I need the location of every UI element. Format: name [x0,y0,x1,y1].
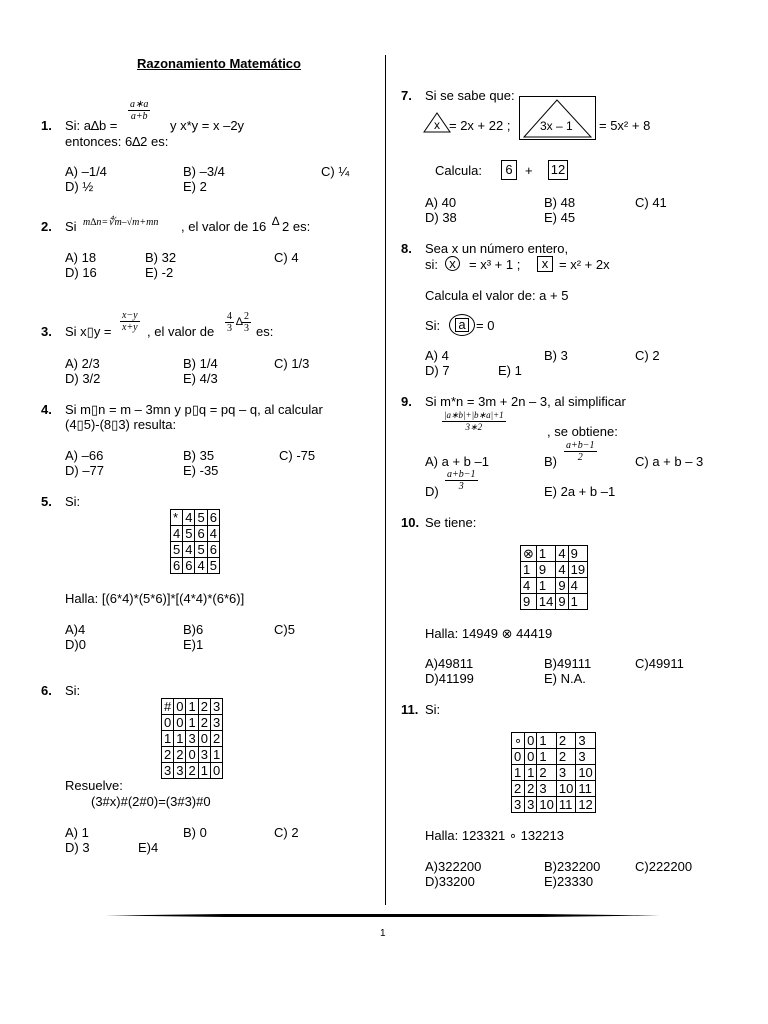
q11-cell: 1 [525,765,537,781]
q10-option-c: C)49911 [635,656,684,671]
q9-option-b-fraction [564,440,597,463]
q10-cell: 9 [568,546,587,562]
q3-frac-den: x+y [122,322,138,333]
q3-b-den: 3 [244,323,249,334]
q5-cell: 4 [171,526,183,542]
q11-cell: 3 [576,749,595,765]
q3-b-num: 2 [244,311,249,322]
q10-lead: Se tiene: [425,515,477,530]
q10-option-d: D)41199 [425,671,474,686]
q11-cell: 3 [525,797,537,813]
q2-lead: Si [65,219,77,234]
q6-cell: 2 [162,747,174,763]
q2-delta: ∆ [272,214,280,228]
q10-cell: 1 [521,562,537,578]
q9-number: 9. [401,394,412,409]
q5-lead: Si: [65,494,81,509]
q2-option-a: A) 18 [65,250,97,265]
q5-halla: Halla: [(6*4)*(5*6)]*[(4*4)*(6*6)] [65,591,245,606]
q6-cell: 3 [210,699,222,715]
q9-optb-den: 2 [577,452,583,463]
q10-cell: 9 [556,594,568,610]
q6-cell: 2 [210,731,222,747]
q8-equation-3: = 0 [476,318,495,333]
q10-cell: ⊗ [521,546,537,562]
q8-equation-1: = x³ + 1 ; [469,257,521,272]
q3-option-e: E) 4/3 [183,371,218,386]
q5-cell: 4 [195,558,207,574]
q2-option-b: B) 32 [145,250,177,265]
q1-option-c: C) ¼ [321,164,350,179]
q10-cell: 1 [536,578,555,594]
q4-option-b: B) 35 [183,448,215,463]
q8-option-c: C) 2 [635,348,660,363]
q3-number: 3. [41,324,52,339]
q11-cell: 2 [537,765,556,781]
q11-option-c: C)222200 [635,859,693,874]
q9-option-d-fraction [445,469,478,492]
q8-circled-x: x [445,256,460,271]
q9-line1: Si m*n = 3m + 2n – 3, al simplificar [425,394,626,409]
q6-cell: # [162,699,174,715]
q9-fraction [442,410,506,433]
q6-cell: 0 [186,747,198,763]
q5-cell: * [171,510,183,526]
q2-option-c: C) 4 [274,250,299,265]
q8-option-a: A) 4 [425,348,449,363]
q8-circled-box [449,314,475,336]
q3-option-a: A) 2/3 [65,356,100,371]
q7-box-12: 12 [548,160,568,180]
q6-cell: 0 [198,731,210,747]
q7-equation-1: = 2x + 22 ; [449,118,511,133]
q6-option-c: C) 2 [274,825,299,840]
q11-cell: 10 [556,781,575,797]
q9-option-d-label: D) [425,484,439,499]
q3-fraction-a [225,311,234,334]
q3-tail: es: [256,324,274,339]
q1-text-a: Si: a∆b = [65,118,118,133]
q5-option-e: E)1 [183,637,204,652]
q1-text-b: y x*y = x –2y [170,118,245,133]
q4-line2: (4▯5)-(8▯3) resulta: [65,417,177,432]
q7-plus: + [525,163,533,178]
q11-lead: Si: [425,702,441,717]
q6-cell: 1 [174,731,186,747]
q10-cell: 9 [521,594,537,610]
q11-cell: 12 [576,797,595,813]
q4-option-a: A) –66 [65,448,104,463]
q6-cell: 1 [198,763,210,779]
q3-a-den: 3 [227,323,232,334]
q1-option-d: D) ½ [65,179,94,194]
footer-rule [105,913,660,917]
q6-cell: 0 [210,763,222,779]
q6-cell: 1 [186,715,198,731]
q4-option-c: C) -75 [279,448,316,463]
q1-frac-num: a∗a [130,99,149,110]
q6-cell: 1 [210,747,222,763]
q10-option-b: B)49111 [544,656,592,671]
q10-halla: Halla: 14949 ⊗ 44419 [425,626,553,641]
q1-option-e: E) 2 [183,179,207,194]
q5-cell: 5 [183,526,195,542]
q1-text-c: entonces: 6∆2 es: [65,134,169,149]
q7-option-c: C) 41 [635,195,667,210]
q10-option-e: E) N.A. [544,671,586,686]
q10-cell: 9 [536,562,555,578]
q7-option-d: D) 38 [425,210,457,225]
q11-cell: 10 [537,797,556,813]
q3-fraction [120,310,140,333]
q5-option-b: B)6 [183,622,204,637]
q6-cell: 0 [174,715,186,731]
q10-cell: 4 [521,578,537,594]
q10-option-a: A)49811 [425,656,474,671]
q3-fraction-b [242,311,251,334]
q11-cell: 3 [537,781,556,797]
q8-calcula: Calcula el valor de: a + 5 [425,288,569,303]
q5-table [170,509,220,574]
q11-cell: 11 [556,797,575,813]
q6-cell: 3 [174,763,186,779]
q5-cell: 4 [207,526,219,542]
q6-cell: 0 [162,715,174,731]
q6-resuelve: Resuelve: [65,778,123,793]
q11-table [511,732,596,813]
q5-number: 5. [41,494,52,509]
q4-option-d: D) –77 [65,463,105,478]
q5-option-c: C)5 [274,622,295,637]
q4-option-e: E) -35 [183,463,219,478]
q5-cell: 6 [207,542,219,558]
q5-cell: 6 [207,510,219,526]
q7-triangle-text: 3x – 1 [540,119,573,133]
q5-cell: 6 [195,526,207,542]
q11-option-a: A)322200 [425,859,482,874]
q10-table [520,545,588,610]
q5-cell: 5 [171,542,183,558]
q6-cell: 1 [186,699,198,715]
q5-cell: 6 [183,558,195,574]
q8-option-b: B) 3 [544,348,568,363]
q4-number: 4. [41,402,52,417]
q3-option-b: B) 1/4 [183,356,218,371]
q6-option-a: A) 1 [65,825,89,840]
q9-option-e: E) 2a + b –1 [544,484,616,499]
q3-lead: Si x▯y = [65,324,112,339]
q10-cell: 1 [568,594,587,610]
q7-calcula: Calcula: [435,163,482,178]
q11-option-d: D)33200 [425,874,475,889]
q2-number: 2. [41,219,52,234]
q5-option-d: D)0 [65,637,86,652]
q7-equation-2: = 5x² + 8 [599,118,651,133]
q11-cell: 3 [512,797,525,813]
q6-table [161,698,223,779]
q8-option-d: D) 7 [425,363,450,378]
q8-equation-2: = x² + 2x [559,257,610,272]
q10-cell: 1 [536,546,555,562]
q6-cell: 2 [186,763,198,779]
q2-text: , el valor de 16 [181,219,267,234]
q9-option-c: C) a + b – 3 [635,454,704,469]
q7-option-a: A) 40 [425,195,457,210]
q2-option-d: D) 16 [65,265,97,280]
q11-cell: ∘ [512,733,525,749]
q6-number: 6. [41,683,52,698]
q8-number: 8. [401,241,412,256]
q1-frac-den: a+b [130,111,148,122]
q8-si: si: [425,257,438,272]
q3-frac-num: x−y [122,310,138,321]
q6-cell: 2 [198,699,210,715]
q6-expression: (3#x)#(2#0)=(3#3)#0 [91,794,211,809]
q9-optb-num: a+b−1 [566,440,595,451]
page-title: Razonamiento Matemático [137,56,301,71]
q2-tail: 2 es: [282,219,311,234]
q11-cell: 2 [556,749,575,765]
q1-option-a: A) –1/4 [65,164,107,179]
q11-cell: 0 [512,749,525,765]
q1-fraction [128,99,150,122]
q3-option-d: D) 3/2 [65,371,101,386]
q1-number: 1. [41,118,52,133]
q6-cell: 3 [210,715,222,731]
q9-option-b-label: B) [544,454,557,469]
q7-option-b: B) 48 [544,195,576,210]
q1-option-b: B) –3/4 [183,164,225,179]
q5-cell: 4 [183,542,195,558]
q5-option-a: A)4 [65,622,86,637]
q5-cell: 5 [207,558,219,574]
q7-number: 7. [401,88,412,103]
q11-number: 11. [401,702,419,717]
q6-cell: 3 [162,763,174,779]
q6-cell: 3 [198,747,210,763]
q7-lead: Si se sabe que: [425,88,515,103]
q11-option-e: E)23330 [544,874,594,889]
q9-optd-den: 3 [458,481,464,492]
q8-line1: Sea x un número entero, [425,241,569,256]
q5-cell: 6 [171,558,183,574]
q6-option-e: E)4 [138,840,159,855]
q6-lead: Si: [65,683,81,698]
q9-obtiene: , se obtiene: [547,424,618,439]
q2-option-e: E) -2 [145,265,174,280]
q10-cell: 19 [568,562,587,578]
q10-number: 10. [401,515,420,530]
q6-cell: 0 [174,699,186,715]
q3-delta: ∆ [236,316,243,328]
q3-option-c: C) 1/3 [274,356,310,371]
q3-text: , el valor de [147,324,215,339]
q11-cell: 11 [576,781,595,797]
q4-line1: Si m▯n = m – 3mn y p▯q = pq – q, al calcular [65,402,323,417]
q11-cell: 1 [537,749,556,765]
q9-frac-den: 3∗2 [465,422,483,432]
q3-a-num: 4 [227,311,232,322]
q10-cell: 4 [556,562,568,578]
q2-formula: m∆n=∜m–√m+mn [83,217,159,228]
q11-cell: 1 [512,765,525,781]
q6-cell: 2 [174,747,186,763]
q11-cell: 10 [576,765,595,781]
q9-option-a: A) a + b –1 [425,454,489,469]
q10-cell: 4 [556,546,568,562]
q11-cell: 2 [556,733,575,749]
q11-cell: 3 [576,733,595,749]
column-divider [385,55,386,905]
q11-cell: 0 [525,749,537,765]
q10-cell: 4 [568,578,587,594]
q6-cell: 2 [198,715,210,731]
q11-cell: 2 [512,781,525,797]
q8-si-2: Si: [425,318,441,333]
q11-cell: 2 [525,781,537,797]
q8-option-e: E) 1 [498,363,522,378]
q11-cell: 3 [556,765,575,781]
q11-cell: 1 [537,733,556,749]
q5-cell: 5 [195,542,207,558]
q9-optd-num: a+b−1 [447,469,476,480]
q11-halla: Halla: 123321 ∘ 132213 [425,828,564,843]
q5-cell: 5 [195,510,207,526]
q8-boxed-a: a [455,318,469,332]
q7-triangle-x: x [434,118,440,132]
q5-cell: 4 [183,510,195,526]
q7-box-6: 6 [501,160,517,180]
q9-frac-num: |a∗b|+|b∗a|+1 [444,410,504,420]
q6-option-b: B) 0 [183,825,207,840]
q6-option-d: D) 3 [65,840,90,855]
q7-big-triangle-box [519,96,596,140]
q7-option-e: E) 45 [544,210,576,225]
q10-cell: 14 [536,594,555,610]
q10-cell: 9 [556,578,568,594]
q8-boxed-x: x [537,256,553,272]
q6-cell: 3 [186,731,198,747]
page-number: 1 [380,928,386,939]
q11-option-b: B)232200 [544,859,601,874]
q11-cell: 0 [525,733,537,749]
q6-cell: 1 [162,731,174,747]
